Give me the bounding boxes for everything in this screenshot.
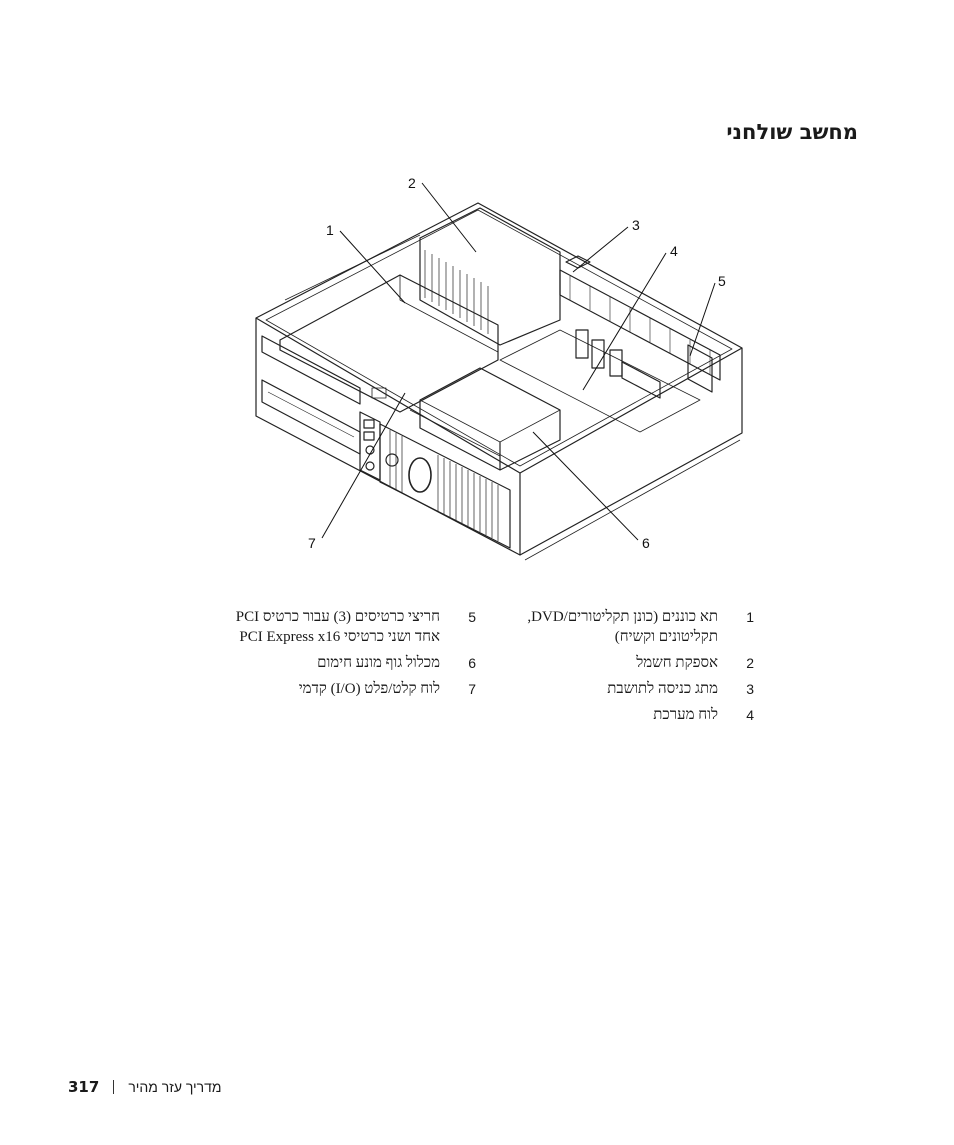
leader-2 xyxy=(422,183,476,252)
front-grille xyxy=(380,424,510,548)
legend-number: 4 xyxy=(746,707,754,723)
legend-text: תא כוננים (כונן תקליטורים/DVD, תקליטונים וקשיח) xyxy=(527,609,718,645)
page-title: מחשב שולחני xyxy=(726,120,858,144)
legend-item xyxy=(524,679,754,699)
legend-text: חריצי כרטיסים (3) עבור כרטיס PCI אחד ושני כרטיסי PCI Express x16 xyxy=(235,609,440,645)
legend-text: מכלול גוף מונע חימום xyxy=(317,655,440,671)
page-footer xyxy=(68,1078,222,1096)
legend-item xyxy=(221,607,476,647)
legend-item xyxy=(524,705,754,725)
legend-number: 7 xyxy=(468,681,476,697)
callout-2: 2 xyxy=(408,175,416,191)
legend-number: 2 xyxy=(746,655,754,671)
legend-left xyxy=(221,607,476,705)
legend-number: 1 xyxy=(746,609,754,625)
leader-6 xyxy=(533,432,638,540)
callout-6: 6 xyxy=(642,535,650,551)
page-number: 317 xyxy=(68,1078,100,1096)
leader-3 xyxy=(573,227,628,272)
dell-logo xyxy=(409,458,431,492)
legend-item xyxy=(524,607,754,647)
power-supply xyxy=(420,208,560,345)
footer-separator xyxy=(113,1080,114,1094)
legend-number: 3 xyxy=(746,681,754,697)
legend-text: אספקת חשמל xyxy=(636,655,718,671)
callout-5: 5 xyxy=(718,273,726,289)
callout-1: 1 xyxy=(326,222,334,238)
drive-bay-slot-2 xyxy=(262,380,360,454)
callout-3: 3 xyxy=(632,217,640,233)
legend-right xyxy=(524,607,754,731)
legend-text: לוח מערכת xyxy=(653,707,718,723)
card-slots xyxy=(560,270,720,380)
leader-4 xyxy=(583,253,666,390)
legend-number: 5 xyxy=(468,609,476,625)
legend-text: מתג כניסה לתושבת xyxy=(607,681,718,697)
callout-4: 4 xyxy=(670,243,678,259)
guide-name: מדריך עזר מהיר xyxy=(128,1079,222,1095)
legend-number: 6 xyxy=(468,655,476,671)
legend-text: לוח קלט/פלט (I/O) קדמי xyxy=(298,681,440,697)
callout-7: 7 xyxy=(308,535,316,551)
chassis-side xyxy=(520,348,742,555)
legend-item xyxy=(221,679,476,699)
legend-item xyxy=(524,653,754,673)
leader-1 xyxy=(340,231,405,303)
legend-item xyxy=(221,653,476,673)
